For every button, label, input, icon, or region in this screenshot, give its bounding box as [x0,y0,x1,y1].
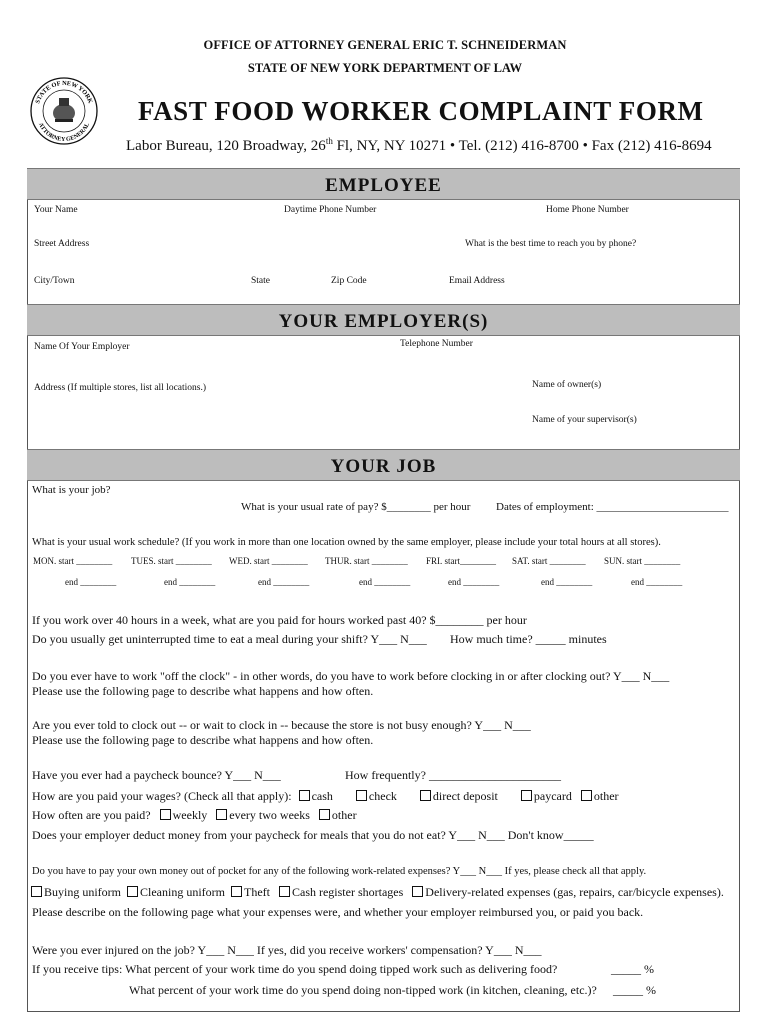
meal-break-question[interactable]: Do you usually get uninterrupted time to eat a meal during your shift? Y___ N___ [32,632,427,646]
theft-checkbox[interactable]: Theft [231,885,270,900]
weekly-checkbox[interactable]: weekly [160,808,208,823]
delivery-expenses-checkbox[interactable]: Delivery-related expenses (gas, repairs, car/bicycle expenses). [412,885,724,900]
form-title: FAST FOOD WORKER COMPLAINT FORM [138,96,704,126]
city-field[interactable]: City/Town [34,276,75,286]
employer-name-field[interactable]: Name Of Your Employer [34,342,130,352]
overtime-question[interactable]: If you work over 40 hours in a week, what are you paid for hours worked past 40? $________ per hour [32,613,527,627]
your-name-field[interactable]: Your Name [34,205,78,215]
tue-end-field[interactable]: end ________ [164,577,216,587]
meal-time-field[interactable]: How much time? _____ minutes [450,632,607,646]
sat-end-field[interactable]: end ________ [541,577,593,587]
seal-top-text: STATE OF NEW YORK [34,79,94,105]
pay-rate-field[interactable]: What is your usual rate of pay? $________ per hour [241,501,471,513]
schedule-question: What is your usual work schedule? (If you work in more than one location owned by the same employer, please include your total hours at all stores). [32,537,661,548]
best-time-field[interactable]: What is the best time to reach you by phone? [465,239,637,249]
zip-field[interactable]: Zip Code [331,276,367,286]
employer-address-field[interactable]: Address (If multiple stores, list all locations.) [34,383,207,393]
bounce-frequency-field[interactable]: How frequently? ______________________ [345,768,561,782]
employee-section-heading: EMPLOYEE [27,168,740,200]
wed-end-field[interactable]: end ________ [258,577,310,587]
bureau-address: Labor Bureau, 120 Broadway, 26th Fl, NY, NY 10271 • Tel. (212) 416-8700 • Fax (212) 416-8694 [126,136,712,154]
biweekly-checkbox[interactable]: every two weeks [216,808,310,823]
cleaning-uniform-checkbox[interactable]: Cleaning uniform [127,885,225,900]
sun-end-field[interactable]: end ________ [631,577,683,587]
pay-other-checkbox[interactable]: other [581,789,619,804]
tipped-work-question: If you receive tips: What percent of your work time do you spend doing tipped work such as delivering food? [32,962,558,976]
svg-text:ATTORNEY GENERAL [37,122,91,143]
sun-start-field[interactable]: SUN. start ________ [604,556,681,566]
department-heading: STATE OF NEW YORK DEPARTMENT OF LAW [247,61,523,75]
wed-start-field[interactable]: WED. start ________ [229,556,308,566]
sat-start-field[interactable]: SAT. start ________ [512,556,586,566]
daytime-phone-field[interactable]: Daytime Phone Number [284,205,377,215]
email-field[interactable]: Email Address [449,276,505,286]
state-field[interactable]: State [251,276,270,286]
attorney-general-seal [29,76,99,146]
fri-start-field[interactable]: FRI. start________ [426,556,497,566]
expenses-note: Please describe on the following page what your expenses were, and whether your employer reimbursed you, or paid you back. [32,905,644,919]
clock-out-question[interactable]: Are you ever told to clock out -- or wait to clock in -- because the store is not busy enough? Y___ N___ [32,718,531,732]
thu-end-field[interactable]: end ________ [359,577,411,587]
expense-options-row [31,885,730,900]
owner-name-field[interactable]: Name of owner(s) [532,380,602,390]
thu-start-field[interactable]: THUR. start ________ [325,556,408,566]
payment-method-row [32,789,625,804]
mon-start-field[interactable]: MON. start ________ [33,556,113,566]
street-address-field[interactable]: Street Address [34,239,90,249]
non-tipped-question: What percent of your work time do you spend doing non-tipped work (in kitchen, cleaning, etc.)? [129,983,597,997]
pay-paycard-checkbox[interactable]: paycard [521,789,572,804]
pay-frequency-question: How often are you paid? [32,808,151,822]
home-phone-field[interactable]: Home Phone Number [546,205,629,215]
other-frequency-checkbox[interactable]: other [319,808,357,823]
employer-section-heading: YOUR EMPLOYER(S) [27,304,740,336]
employment-dates-field[interactable]: Dates of employment: ________________________ [496,501,729,513]
buying-uniform-checkbox[interactable]: Buying uniform [31,885,121,900]
pay-cash-checkbox[interactable]: cash [299,789,333,804]
pay-direct-deposit-checkbox[interactable]: direct deposit [420,789,498,804]
pay-frequency-row [32,808,363,823]
job-section-heading: YOUR JOB [27,449,740,481]
tipped-percent-field[interactable]: _____ % [611,962,654,976]
seal-bottom-text: ATTORNEY GENERAL [36,122,92,144]
office-heading: OFFICE OF ATTORNEY GENERAL ERIC T. SCHNEIDERMAN [203,38,567,52]
payment-method-question: How are you paid your wages? (Check all that apply): [32,789,292,803]
tue-start-field[interactable]: TUES. start ________ [131,556,212,566]
fri-end-field[interactable]: end ________ [448,577,500,587]
off-clock-question[interactable]: Do you ever have to work "off the clock" - in other words, do you have to work before clocking in or after clocking out? Y___ N___ [32,669,670,683]
non-tipped-percent-field[interactable]: _____ % [613,983,656,997]
pay-check-checkbox[interactable]: check [356,789,397,804]
supervisor-name-field[interactable]: Name of your supervisor(s) [532,415,637,425]
off-clock-note: Please use the following page to describe what happens and how often. [32,684,374,698]
bounce-question[interactable]: Have you ever had a paycheck bounce? Y___ N___ [32,768,281,782]
employer-phone-field[interactable]: Telephone Number [400,339,473,349]
expenses-question[interactable]: Do you have to pay your own money out of pocket for any of the following work-related expenses? Y___ N___ If yes, please check all that apply. [32,866,647,877]
cash-shortage-checkbox[interactable]: Cash register shortages [279,885,403,900]
clock-out-note: Please use the following page to describe what happens and how often. [32,733,374,747]
mon-end-field[interactable]: end ________ [65,577,117,587]
injury-question[interactable]: Were you ever injured on the job? Y___ N___ If yes, did you receive workers' compensation? Y___ N___ [32,943,542,957]
meal-deduction-question[interactable]: Does your employer deduct money from your paycheck for meals that you do not eat? Y___ N___ Don't know_____ [32,828,594,842]
job-title-field[interactable]: What is your job? [32,484,111,496]
